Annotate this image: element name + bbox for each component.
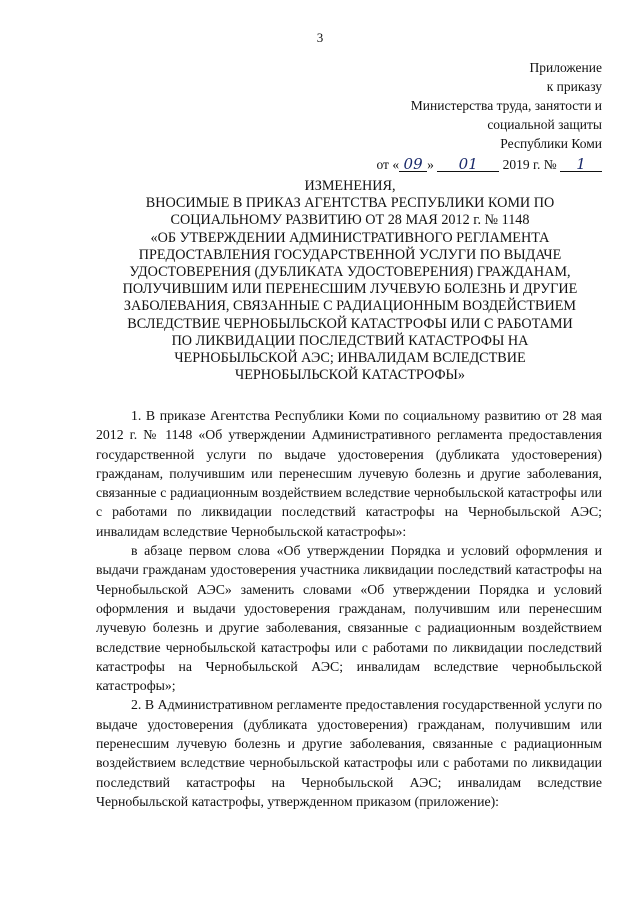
handwritten-month: 01 — [437, 157, 499, 172]
title-line: ВНОСИМЫЕ В ПРИКАЗ АГЕНТСТВА РЕСПУБЛИКИ КОМИ ПО — [145, 195, 555, 212]
title-line: ИЗМЕНЕНИЯ, — [304, 178, 396, 194]
handwritten-day: 09 — [399, 157, 427, 172]
handwritten-order-number: 1 — [560, 157, 602, 172]
paragraph-2: в абзаце первом слова «Об утверждении Порядка и условий оформления и выдачи гражданам удостоверения участника ликвидации последствий катастрофы на Чернобыльской АЭС» заменить словами «Об утверждении Порядка и условий оформления и выдачи удостоверения гражданам, получившим или перенесшим лучевую болезнь и другие заболевания, связанные с радиационным воздействием вследствие чернобыльской катастрофы или с работами по ликвидации последствий катастрофы на Чернобыльской АЭС; инвалидам вследствие чернобыльской катастрофы»; — [96, 543, 602, 694]
appendix-line-4: социальной защиты — [487, 117, 602, 132]
date-prefix: от « — [376, 157, 400, 172]
paragraph-3: 2. В Административном регламенте предоставления государственной услуги по выдаче удостоверения (дубликата удостоверения) гражданам, получившим или перенесшим лучевую болезнь и другие заболевания, связанные с радиационным воздействием вследствие чернобыльской катастрофы или с работами по ликвидации последствий катастрофы на Чернобыльской АЭС; инвалидам вследствие Чернобыльской катастрофы, утвержденном приказом (приложение): — [96, 697, 602, 809]
document-title — [100, 178, 600, 384]
title-line: ПРЕДОСТАВЛЕНИЯ ГОСУДАРСТВЕННОЙ УСЛУГИ ПО ВЫДАЧЕ — [138, 246, 562, 263]
title-line: ПОЛУЧИВШИМ ИЛИ ПЕРЕНЕСШИМ ЛУЧЕВУЮ БОЛЕЗНЬ И ДРУГИЕ — [122, 281, 578, 298]
order-date-line — [376, 155, 602, 174]
title-line: «ОБ УТВЕРЖДЕНИИ АДМИНИСТРАТИВНОГО РЕГЛАМЕНТА — [150, 229, 550, 246]
title-line: СОЦИАЛЬНОМУ РАЗВИТИЮ ОТ 28 МАЯ 2012 г. № 1148 — [170, 212, 530, 229]
date-year: 2019 г. № — [502, 157, 557, 172]
title-line: ПО ЛИКВИДАЦИИ ПОСЛЕДСТВИЙ КАТАСТРОФЫ НА — [171, 332, 529, 349]
appendix-line-2: к приказу — [546, 79, 602, 94]
date-mid: » — [427, 157, 434, 172]
paragraph-1: 1. В приказе Агентства Республики Коми по социальному развитию от 28 мая 2012 г. № 1148 «Об утверждении Административного регламента предоставления государственной услуги по выдаче удостоверения (дубликата удостоверения) гражданам, получившим или перенесшим лучевую болезнь и другие заболевания, связанные с радиационным воздействием вследствие чернобыльской катастрофы или с работами по ликвидации последствий катастрофы на Чернобыльской АЭС; инвалидам вследствие Чернобыльской катастрофы»: — [96, 408, 602, 539]
title-line: ЗАБОЛЕВАНИЯ, СВЯЗАННЫЕ С РАДИАЦИОННЫМ ВОЗДЕЙСТВИЕМ — [123, 298, 577, 315]
document-body — [96, 406, 602, 811]
title-line: ВСЛЕДСТВИЕ ЧЕРНОБЫЛЬСКОЙ КАТАСТРОФЫ ИЛИ С РАБОТАМИ — [127, 315, 573, 332]
appendix-line-1: Приложение — [529, 60, 602, 75]
title-line: ЧЕРНОБЫЛЬСКОЙ АЭС; ИНВАЛИДАМ ВСЛЕДСТВИЕ — [174, 350, 526, 367]
title-line: УДОСТОВЕРЕНИЯ (ДУБЛИКАТА УДОСТОВЕРЕНИЯ) ГРАЖДАНАМ, — [129, 264, 571, 281]
appendix-line-5: Республики Коми — [500, 136, 602, 151]
page-number: 3 — [316, 30, 324, 45]
title-line: ЧЕРНОБЫЛЬСКОЙ КАТАСТРОФЫ» — [234, 367, 466, 384]
appendix-line-3: Министерства труда, занятости и — [410, 98, 602, 113]
appendix-header — [376, 58, 602, 174]
